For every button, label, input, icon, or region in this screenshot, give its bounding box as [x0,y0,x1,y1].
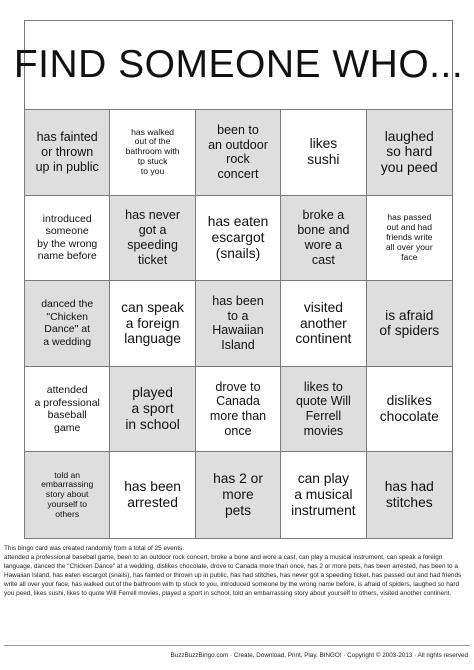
bingo-cell [110,452,195,538]
bingo-cell [281,281,366,367]
bingo-cell-text: played a sport in school [125,385,180,433]
bingo-cell-text: has been arrested [124,479,181,511]
bingo-cell [196,110,281,196]
bingo-cell [110,196,195,282]
bingo-cell-text: likes to quote Will Ferrell movies [295,379,351,438]
bingo-cell [25,196,110,282]
bingo-cell-text: has walked out of the bathroom with tp stuck to you [125,126,180,177]
bingo-cell-text: told an embarrassing story about yourself to others [41,469,94,519]
bingo-cell [196,452,281,538]
bingo-cell-text: can play a musical instrument [291,471,356,519]
bingo-cell [281,196,366,282]
bingo-cell-text: attended a professional baseball game [34,383,100,434]
bingo-cell-text: drove to Canada more than once [209,379,267,438]
footer-divider [4,645,470,646]
bingo-cell-text: has been to a Hawaiian Island [212,293,264,353]
bingo-cell-text: dislikes chocolate [379,393,439,425]
bingo-cell-text: has never got a speeding ticket [125,208,181,267]
bingo-cell-text: likes sushi [307,136,340,168]
bingo-grid [25,110,452,538]
bingo-cell [281,452,366,538]
bingo-cell-text: has fainted or thrown up in public [35,130,99,174]
footer-events-list: attended a professional baseball game, been to an outdoor rock concert, broke a bone and wore a cast, can play a musical instrument, can speak a foreign language, danced the "Chicken Dance" at a wedding, dislikes chocolate, drove to Canada more than once, has 2 or more pets, has been arrested, has been to a Hawaiian Island, has eaten escargot (snails), has fainted or thrown up in public, has had stitches, has never got a speeding ticket, has passed out and had friends write all over your face, has walked out of the bathroom with tp stuck to you, introduced someone by the wrong name before, is afraid of spiders, laughed so hard you peed, likes sushi, likes to quote Will Ferrell movies, played a sport in school, told an embarrassing story about yourself to others, visited another continent. [4,554,462,598]
copyright-credit: BuzzBuzzBingo.com · Create, Download, Print, Play, BINGO! · Copyright © 2003-2013 · All rights reserved [170,652,468,659]
bingo-cell-text: been to an outdoor rock concert [208,122,268,182]
bingo-cell [367,281,452,367]
card-title: FIND SOMEONE WHO... [13,43,464,86]
bingo-cell [25,110,110,196]
bingo-cell [367,367,452,453]
bingo-cell-text: has eaten escargot (snails) [207,214,269,261]
bingo-cell [110,281,195,367]
footer-intro: This bingo card was created randomly from a total of 25 events. [4,545,185,552]
bingo-cell [110,110,195,196]
bingo-cell [196,196,281,282]
bingo-cell [25,281,110,367]
bingo-cell-text: has 2 or more pets [213,471,263,519]
bingo-cell-text: broke a bone and wore a cast [297,208,350,267]
bingo-cell [367,452,452,538]
bingo-cell-text: is afraid of spiders [379,307,440,339]
bingo-cell [281,110,366,196]
bingo-cell [281,367,366,453]
bingo-cell-text: has had stitches [384,479,434,511]
bingo-cell-text: danced the "Chicken Dance" at a wedding [41,298,94,349]
bingo-cell [367,196,452,282]
bingo-cell-text: introduced someone by the wrong name before [37,212,98,263]
bingo-cell-text: can speak a foreign language [121,299,185,347]
bingo-cell [25,367,110,453]
bingo-cell [196,281,281,367]
bingo-cell [196,367,281,453]
bingo-cell [110,367,195,453]
bingo-cell-text: visited another continent [295,299,352,347]
bingo-card [13,20,464,539]
title-box [13,21,464,110]
bingo-cell [25,452,110,538]
bingo-cell-text: has passed out and had friends write all over your face [385,212,433,262]
bingo-cell [367,110,452,196]
bingo-cell-text: laughed so hard you peed [380,128,438,176]
footer-description [4,544,470,599]
